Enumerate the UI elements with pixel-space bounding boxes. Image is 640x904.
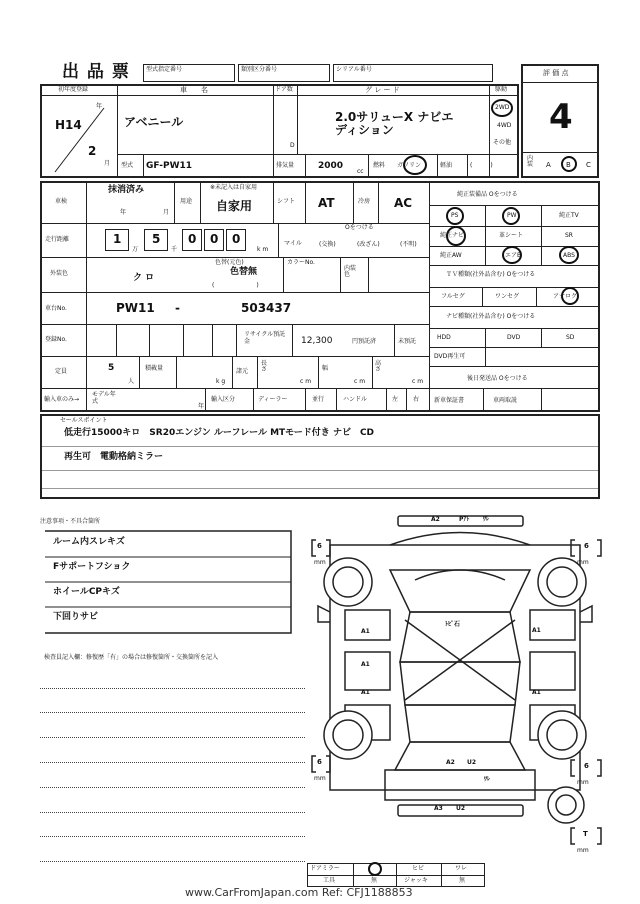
tv-title: ＴＶ種類(社外品含む) Oをつける — [446, 271, 536, 278]
model-code-label: 型式指定番号 — [146, 66, 183, 73]
mileage-sen: 千 — [171, 246, 178, 253]
dims-cm-2: c m — [354, 378, 366, 385]
page-title: 出 品 票 — [62, 62, 130, 82]
year-unit: 年 — [96, 103, 103, 110]
car-name-label: 車 名 — [180, 86, 208, 94]
fuel-label: 燃料 — [373, 162, 386, 169]
option-airbag: エアB — [505, 252, 522, 259]
handle-label: ハンドル — [343, 396, 368, 403]
note-item: Fサポートフショク — [53, 562, 131, 572]
options-title: 純正装備品 Oをつける — [457, 191, 518, 198]
option-sr: SR — [565, 232, 573, 239]
inspection-month-unit: 月 — [163, 209, 170, 216]
sales-point-line2: 再生可 電動格納ミラー — [64, 452, 164, 462]
tools-label: 工具 — [323, 877, 336, 884]
navi-title: ナビ種類(社外品含む) Oをつける — [446, 313, 536, 320]
tire-spare-mm: mm — [577, 847, 589, 854]
tire-rl-depth: 6 — [317, 758, 322, 766]
dims-height: 高さ — [375, 360, 382, 373]
tire-fr-depth: 6 — [584, 542, 589, 550]
doors-unit: D — [290, 142, 295, 149]
type-value: GF-PW11 — [146, 161, 193, 171]
mileage-digit: 0 — [232, 232, 241, 246]
tire-rr-depth: 6 — [584, 762, 589, 770]
door-mirror-circle — [368, 862, 382, 876]
import-dealer: ディーラー — [258, 396, 288, 403]
mark-hood-chip: ﾄﾋﾞ石 — [445, 621, 461, 628]
dims-cm-1: c m — [300, 378, 312, 385]
inspection-label: 車検 — [55, 198, 68, 205]
meter-altered: (改ざん) — [357, 241, 380, 248]
car-name-value: アベニール — [124, 115, 184, 129]
mark-a1: A1 — [361, 689, 370, 696]
fuel-value: ガソリン — [397, 162, 422, 169]
load-label: 積載量 — [145, 365, 164, 372]
first-reg-month: 2 — [88, 144, 97, 158]
note-item: ルーム内スレキズ — [53, 537, 125, 547]
meter-exchange: (交換) — [319, 241, 336, 248]
mirror-crack: ヒビ — [412, 865, 425, 872]
capacity-label: 定員 — [55, 368, 68, 375]
grade-name-value: 2.0サリューX ナビエ — [335, 110, 454, 124]
import-parallel: 並行 — [312, 396, 325, 403]
dims-width: 幅 — [322, 365, 329, 372]
door-mirror-label: ドアミラー — [310, 865, 340, 872]
interior-label: 内装 — [527, 155, 534, 168]
tire-rl-mm: mm — [314, 775, 326, 782]
registration-label: 登録No. — [45, 336, 67, 343]
sales-point-line1: 低走行15000キロ SR20エンジン ルーフレール MTモード付き ナビ CD — [64, 428, 375, 438]
import-only-label: 輸入車のみ→ — [44, 396, 80, 403]
dvd-playback: DVD再生可 — [434, 353, 466, 360]
mileage-digit: 5 — [152, 232, 161, 246]
inspector-label: 検査員記入欄：修復歴「有」の場合は修復箇所・交換箇所を記入 — [44, 654, 219, 661]
option-abs: ABS — [563, 252, 575, 259]
shift-label: シフト — [277, 198, 296, 205]
ac-label: 冷房 — [358, 198, 371, 205]
watermark: www.CarFromJapan.com Ref: CFJ1188853 — [185, 886, 413, 899]
inspection-value: 抹消済み — [108, 185, 145, 195]
mark-a1: A1 — [532, 627, 541, 634]
handle-right: 右 — [413, 396, 420, 403]
mirror-break: ワレ — [455, 865, 468, 872]
recycle-label: リサイクル預託金 — [244, 331, 286, 346]
chassis-label: 車台No. — [45, 305, 67, 312]
mileage-digit: 0 — [210, 232, 219, 246]
mark-a1: A1 — [361, 661, 370, 668]
mark-bumper-u2: U2 — [456, 805, 466, 812]
import-type-label: 輸入区分 — [211, 396, 236, 403]
tv-oneseg: ワンセグ — [495, 293, 520, 300]
grade-value: 4 — [549, 97, 573, 137]
displacement-label: 排気量 — [276, 162, 295, 169]
mark-front-p: Pｱﾄ — [459, 516, 470, 523]
interior-a: A — [546, 161, 551, 169]
mark-front-w: ﾜﾚ — [483, 516, 490, 523]
drive-other: その他 — [493, 139, 512, 146]
color-change-label: 色替(元色) — [215, 259, 244, 266]
capacity-unit: 人 — [128, 378, 135, 385]
grade-name-label: グ レ ー ド — [365, 86, 400, 94]
meter-unknown: (不明) — [400, 241, 417, 248]
tire-spare-label: T — [583, 830, 588, 838]
later-manual: 車両取説 — [493, 397, 518, 404]
later-title: 後日発送品 Oをつける — [467, 375, 528, 382]
fuel-light-oil: 軽油 — [440, 162, 453, 169]
exterior-color-value: ク ロ — [133, 273, 155, 283]
recycle-not: 未預託 — [398, 338, 417, 345]
note-item: 下回りサビ — [53, 612, 99, 622]
interior-color-label: 内装色 — [344, 265, 357, 278]
mark-rear-a2: A2 — [446, 759, 455, 766]
notes-label: 注意事項・不具合箇所 — [40, 518, 101, 525]
month-unit: 月 — [104, 160, 111, 167]
option-leather: 革シート — [499, 232, 524, 239]
option-tv: 純正TV — [559, 212, 579, 219]
shift-value: AT — [318, 196, 335, 210]
interior-b: B — [566, 161, 571, 169]
mileage-man: 万 — [132, 246, 139, 253]
drive-label: 駆動 — [495, 86, 508, 93]
tire-fr-mm: mm — [577, 559, 589, 566]
mileage-digit: 0 — [188, 232, 197, 246]
displacement-value: 2000 — [318, 161, 344, 171]
first-reg-year: H14 — [55, 118, 82, 132]
chassis-dash: - — [175, 301, 180, 315]
drive-4wd: 4WD — [497, 122, 512, 129]
dims-cm-3: c m — [412, 378, 424, 385]
mile-label: マイル — [284, 240, 302, 247]
navi-sd: SD — [566, 334, 575, 341]
mark-a1: A1 — [532, 689, 541, 696]
color-change-paren: ( ) — [212, 282, 259, 289]
chassis-prefix: PW11 — [116, 301, 155, 315]
fuel-other: ( ) — [470, 162, 493, 169]
option-aw: 純正AW — [440, 252, 462, 259]
capacity-value: 5 — [108, 363, 115, 373]
mark-a1: A1 — [361, 628, 370, 635]
mark-rear-u2: U2 — [467, 759, 477, 766]
drive-2wd: 2WD — [495, 104, 510, 111]
mileage-km: k m — [257, 246, 269, 253]
grade-name-value2: ディション — [335, 123, 394, 137]
grade-label: 評 価 点 — [543, 69, 569, 77]
sales-point-label: セールスポイント — [60, 417, 108, 424]
chassis-number: 503437 — [241, 301, 292, 315]
navi-hdd: HDD — [437, 334, 451, 341]
option-ps: PS — [451, 212, 459, 219]
mark-front-a2: A2 — [431, 516, 440, 523]
tire-rr-mm: mm — [577, 779, 589, 786]
recycle-unit: 円預託済 — [352, 338, 377, 345]
load-unit: k g — [216, 378, 226, 385]
mark-rear-w: ﾜﾚ — [484, 776, 491, 783]
usage-value: 自家用 — [216, 199, 253, 213]
navi-dvd: DVD — [507, 334, 521, 341]
note-item: ホイールCPキズ — [53, 587, 120, 597]
recycle-value: 12,300 — [301, 336, 333, 346]
meter-circle-note: Oをつける — [345, 224, 374, 231]
dims-label: 諸元 — [236, 368, 249, 375]
model-year-label: モデル年式 — [92, 391, 116, 405]
option-navi: 純正ナビ — [440, 232, 465, 239]
jack-value: 無 — [459, 877, 466, 884]
jack-label: ジャッキ — [404, 877, 428, 884]
usage-label: 用途 — [180, 198, 193, 205]
tv-analog: アナログ — [553, 293, 578, 300]
mileage-digit: 1 — [113, 232, 122, 246]
handle-left: 左 — [392, 396, 399, 403]
usage-note: ※未記入は自家用 — [210, 184, 258, 191]
option-pw: PW — [507, 212, 517, 219]
exterior-color-label: 外装色 — [50, 270, 69, 277]
displacement-unit: cc — [357, 168, 364, 175]
ac-value: AC — [394, 196, 413, 210]
color-no-label: カラーNo. — [287, 259, 315, 266]
color-change-value: 色替無 — [230, 267, 258, 277]
later-warranty: 新車保証書 — [434, 397, 465, 404]
doors-label: ドア数 — [275, 86, 293, 93]
first-reg-label: 初年度登録 — [58, 86, 89, 93]
type-label: 型式 — [121, 162, 134, 169]
tire-fl-depth: 6 — [317, 542, 322, 550]
dims-length: 長さ — [261, 360, 268, 373]
category-label: 類別区分番号 — [241, 66, 278, 73]
mileage-label: 走行距離 — [45, 236, 70, 243]
model-year-unit: 年 — [198, 403, 205, 410]
serial-label: シリアル番号 — [336, 66, 372, 73]
interior-c: C — [586, 161, 591, 169]
tire-fl-mm: mm — [314, 559, 326, 566]
tv-fullseg: フルセグ — [441, 293, 465, 300]
tools-value: 無 — [371, 877, 378, 884]
inspection-year-unit: 年 — [120, 209, 127, 216]
mark-bumper-a3: A3 — [434, 805, 443, 812]
